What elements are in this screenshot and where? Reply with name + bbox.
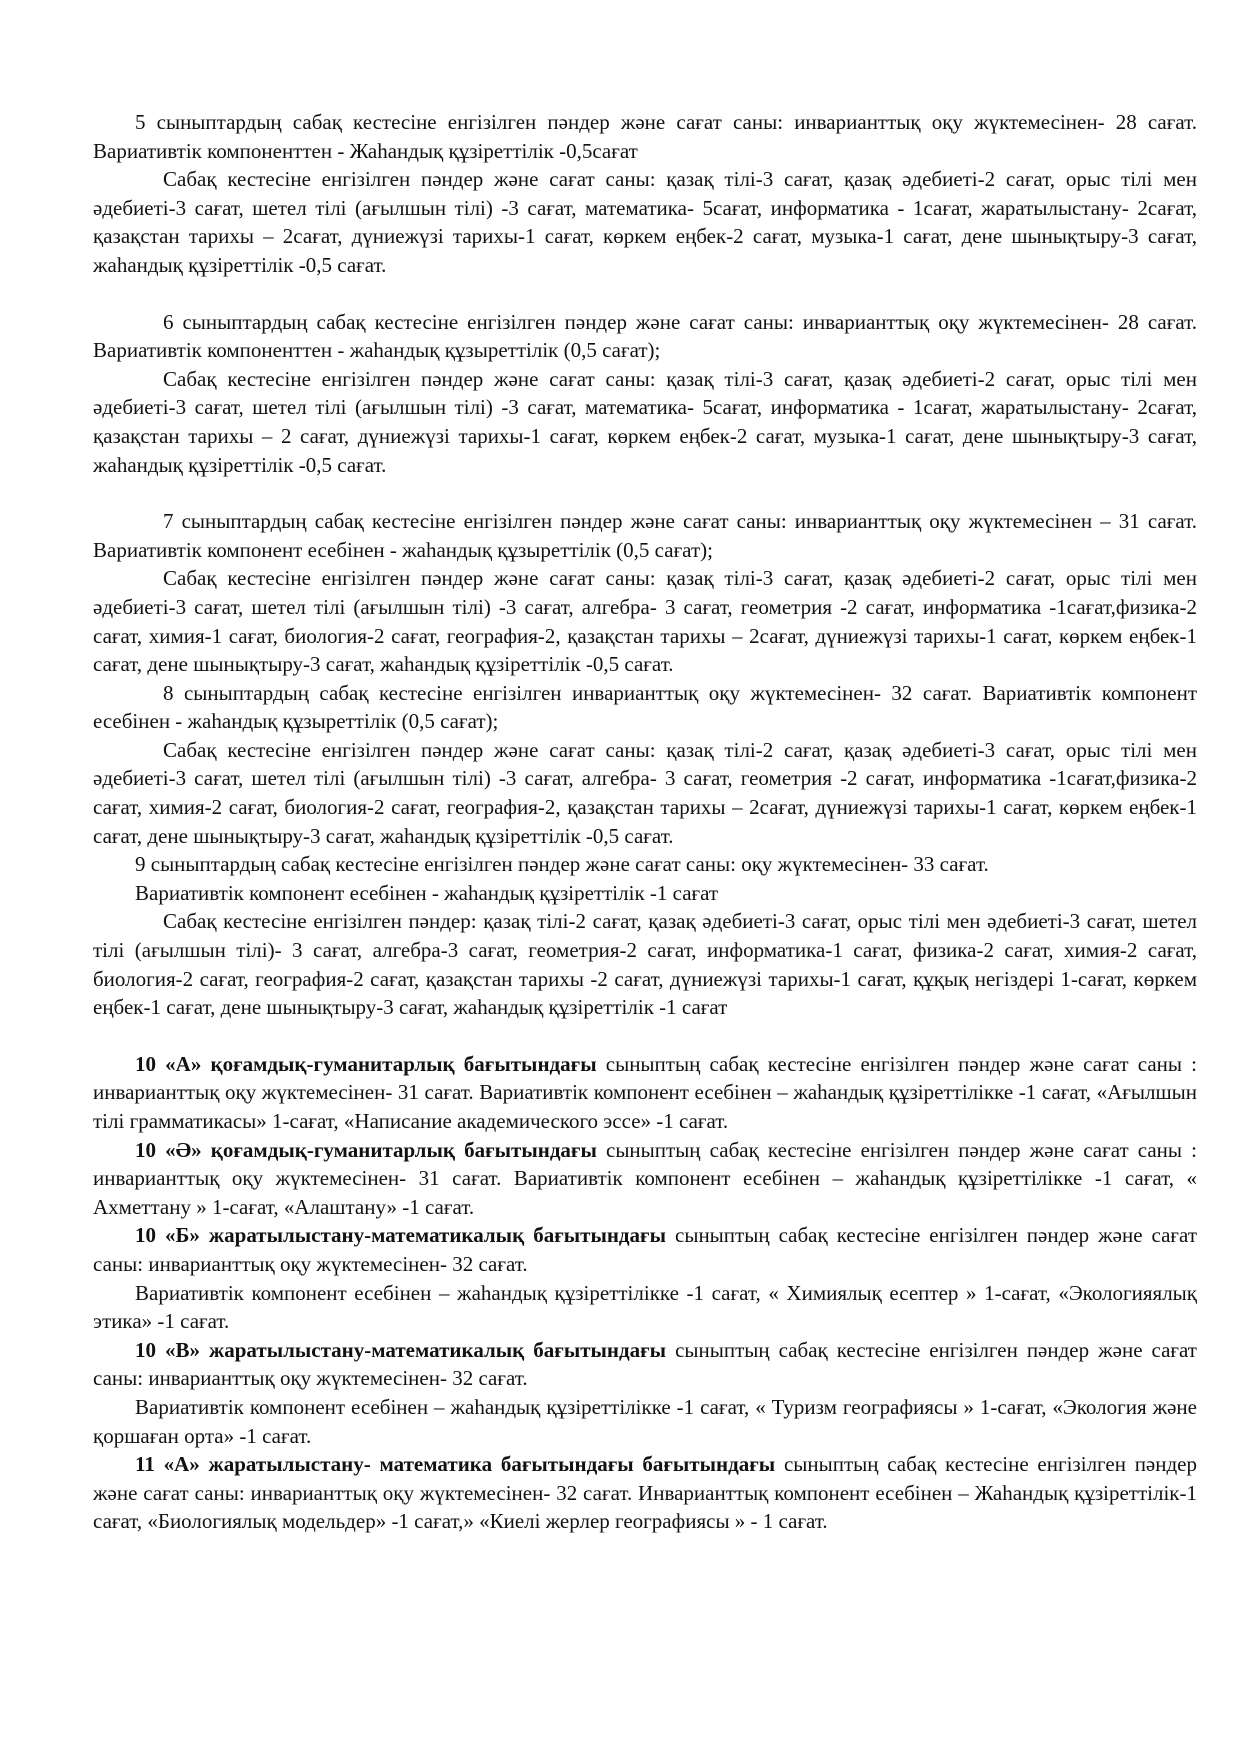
grade10b-heading: 10 «Б» жаратылыстану-математикалық бағытындағы	[135, 1223, 666, 1248]
grade8-paragraph: 8 сыныптардың сабақ кестесіне енгізілген инварианттық оқу жүктемесінен- 32 сағат. Вариативтік компонент есебінен - жаһандық құзыреттілік (0,5 сағат);	[93, 680, 1197, 734]
grade9-paragraph: 9 сыныптардың сабақ кестесіне енгізілген пәндер және сағат саны: оқу жүктемесінен- 33 сағат.	[135, 852, 989, 877]
grade9-variative-paragraph: Вариативтік компонент есебінен - жаһандық құзіреттілік -1 сағат	[135, 880, 719, 905]
document-page	[93, 108, 1197, 1536]
spacer	[93, 280, 1197, 308]
grade10v-paragraph	[93, 1336, 1197, 1393]
grade11a-paragraph	[93, 1450, 1197, 1536]
grade10a-text: сыныптың сабақ кестесіне енгізілген пәндер және сағат саны : инварианттық оқу жүктемесінен- 31 сағат. Вариативтік компонент есебінен – жаһандық құзіреттілікке -1 сағат, «Ағылшын тілі грамматикасы» 1-сағат, «Написание академического эссе» -1 сағат.	[93, 1051, 1197, 1133]
grade10b-text: сыныптың сабақ кестесіне енгізілген пәндер және сағат саны: инварианттық оқу жүктемесінен- 32 сағат.	[93, 1223, 1197, 1276]
grade7-paragraph: 7 сыныптардың сабақ кестесіне енгізілген пәндер және сағат саны: инварианттық оқу жүктемесінен – 31 сағат. Вариативтік компонент есебінен - жаһандық құзыреттілік (0,5 сағат);	[93, 509, 1197, 562]
grade10v-text: сыныптың сабақ кестесіне енгізілген пәндер және сағат саны: инварианттық оқу жүктемесінен- 32 сағат.	[93, 1337, 1197, 1391]
grade5-paragraph: 5 сыныптардың сабақ кестесіне енгізілген пәндер және сағат саны: инварианттық оқу жүктемесінен- 28 сағат. Вариативтік компоненттен - Жаһандық құзіреттілік -0,5сағат	[93, 110, 1197, 163]
grade8-subjects-paragraph: Сабақ кестесіне енгізілген пәндер және сағат саны: қазақ тілі-2 сағат, қазақ әдебиеті-3 сағат, орыс тілі мен әдебиеті-3 сағат, шетел тілі (ағылшын тілі) -3 сағат, алгебра- 3 сағат, геометрия -2 сағат, информатика -1сағат,физика-2 сағат, химия-2 сағат, биология-2 сағат, география-2, қазақстан тарихы – 2сағат, дүниежүзі тарихы-1 сағат, көркем еңбек-1 сағат, дене шынықтыру-3 сағат, жаһандық құзіреттілік -0,5 сағат.	[93, 737, 1197, 848]
grade6-paragraph: 6 сыныптардың сабақ кестесіне енгізілген пәндер және сағат саны: инварианттық оқу жүктемесінен- 28 сағат. Вариативтік компоненттен - жаһандық құзыреттілік (0,5 сағат);	[93, 309, 1197, 363]
grade7-subjects-paragraph: Сабақ кестесіне енгізілген пәндер және сағат саны: қазақ тілі-3 сағат, қазақ әдебиеті-2 сағат, орыс тілі мен әдебиеті-3 сағат, шетел тілі (ағылшын тілі) -3 сағат, алгебра- 3 сағат, геометрия -2 сағат, информатика -1сағат,физика-2 сағат, химия-1 сағат, биология-2 сағат, география-2, қазақстан тарихы – 2сағат, дүниежүзі тарихы-1 сағат, көркем еңбек-1 сағат, дене шынықтыру-3 сағат, жаһандық құзіреттілік -0,5 сағат.	[93, 566, 1197, 677]
grade5-subjects-paragraph: Сабақ кестесіне енгізілген пәндер және сағат саны: қазақ тілі-3 сағат, қазақ әдебиеті-2 сағат, орыс тілі мен әдебиеті-3 сағат, шетел тілі (ағылшын тілі) -3 сағат, математика- 5сағат, информатика - 1сағат, жаратылыстану- 2сағат, қазақстан тарихы – 2сағат, дүниежүзі тарихы-1 сағат, көркем еңбек-2 сағат, музыка-1 сағат, дене шынықтыру-3 сағат, жаһандық құзіреттілік -0,5 сағат.	[93, 167, 1197, 277]
grade10ae-heading: 10 «Ә» қоғамдық-гуманитарлық бағытындағы	[135, 1137, 597, 1162]
grade9-subjects-paragraph: Сабақ кестесіне енгізілген пәндер: қазақ тілі-2 сағат, қазақ әдебиеті-3 сағат, орыс тілі мен әдебиеті-3 сағат, шетел тілі (ағылшын тілі)- 3 сағат, алгебра-3 сағат, геометрия-2 сағат, информатика-1 сағат, физика-2 сағат, химия-2 сағат, биология-2 сағат, география-2 сағат, қазақстан тарихы -2 сағат, дүниежүзі тарихы-1 сағат, құқық негіздері 1-сағат, көркем еңбек-1 сағат, дене шынықтыру-3 сағат, жаһандық құзіреттілік -1 сағат	[93, 909, 1197, 1020]
grade10v-variative-paragraph: Вариативтік компонент есебінен – жаһандық құзіреттілікке -1 сағат, « Туризм географиясы » 1-сағат, «Экология және қоршаған орта» -1 сағат.	[93, 1394, 1197, 1448]
grade10b-paragraph	[93, 1221, 1197, 1278]
grade10a-paragraph	[93, 1050, 1197, 1136]
grade11a-heading: 11 «А» жаратылыстану- математика бағытындағы бағытындағы	[135, 1452, 776, 1477]
grade10a-heading: 10 «А» қоғамдық-гуманитарлық бағытындағы	[135, 1051, 597, 1076]
grade11a-text: сыныптың сабақ кестесіне енгізілген пәндер және сағат саны: инварианттық оқу жүктемесінен- 32 сағат. Инварианттық компонент есебінен – Жаһандық құзіреттілік-1 сағат, «Биологиялық модельдер» -1 сағат,» «Киелі жерлер географиясы » - 1 сағат.	[93, 1452, 1197, 1534]
grade10ae-paragraph	[93, 1136, 1197, 1222]
grade10v-heading: 10 «В» жаратылыстану-математикалық бағытындағы	[135, 1337, 667, 1362]
spacer	[93, 479, 1197, 507]
grade10b-variative-paragraph: Вариативтік компонент есебінен – жаһандық құзіреттілікке -1 сағат, « Химиялық есептер » 1-сағат, «Экологияялық этика» -1 сағат.	[93, 1280, 1197, 1334]
spacer	[93, 1022, 1197, 1050]
grade6-subjects-paragraph: Сабақ кестесіне енгізілген пәндер және сағат саны: қазақ тілі-3 сағат, қазақ әдебиеті-2 сағат, орыс тілі мен әдебиеті-3 сағат, шетел тілі (ағылшын тілі) -3 сағат, математика- 5сағат, информатика - 1сағат, жаратылыстану- 2сағат, қазақстан тарихы – 2 сағат, дүниежүзі тарихы-1 сағат, көркем еңбек-2 сағат, музыка-1 сағат, дене шынықтыру-3 сағат, жаһандық құзіреттілік -0,5 сағат.	[93, 366, 1197, 477]
grade10ae-text: сыныптың сабақ кестесіне енгізілген пәндер және сағат саны : инварианттық оқу жүктемесінен- 31 сағат. Вариативтік компонент есебінен – жаһандық құзіреттілікке -1 сағат, « Ахметтану » 1-сағат, «Алаштану» -1 сағат.	[93, 1137, 1197, 1219]
